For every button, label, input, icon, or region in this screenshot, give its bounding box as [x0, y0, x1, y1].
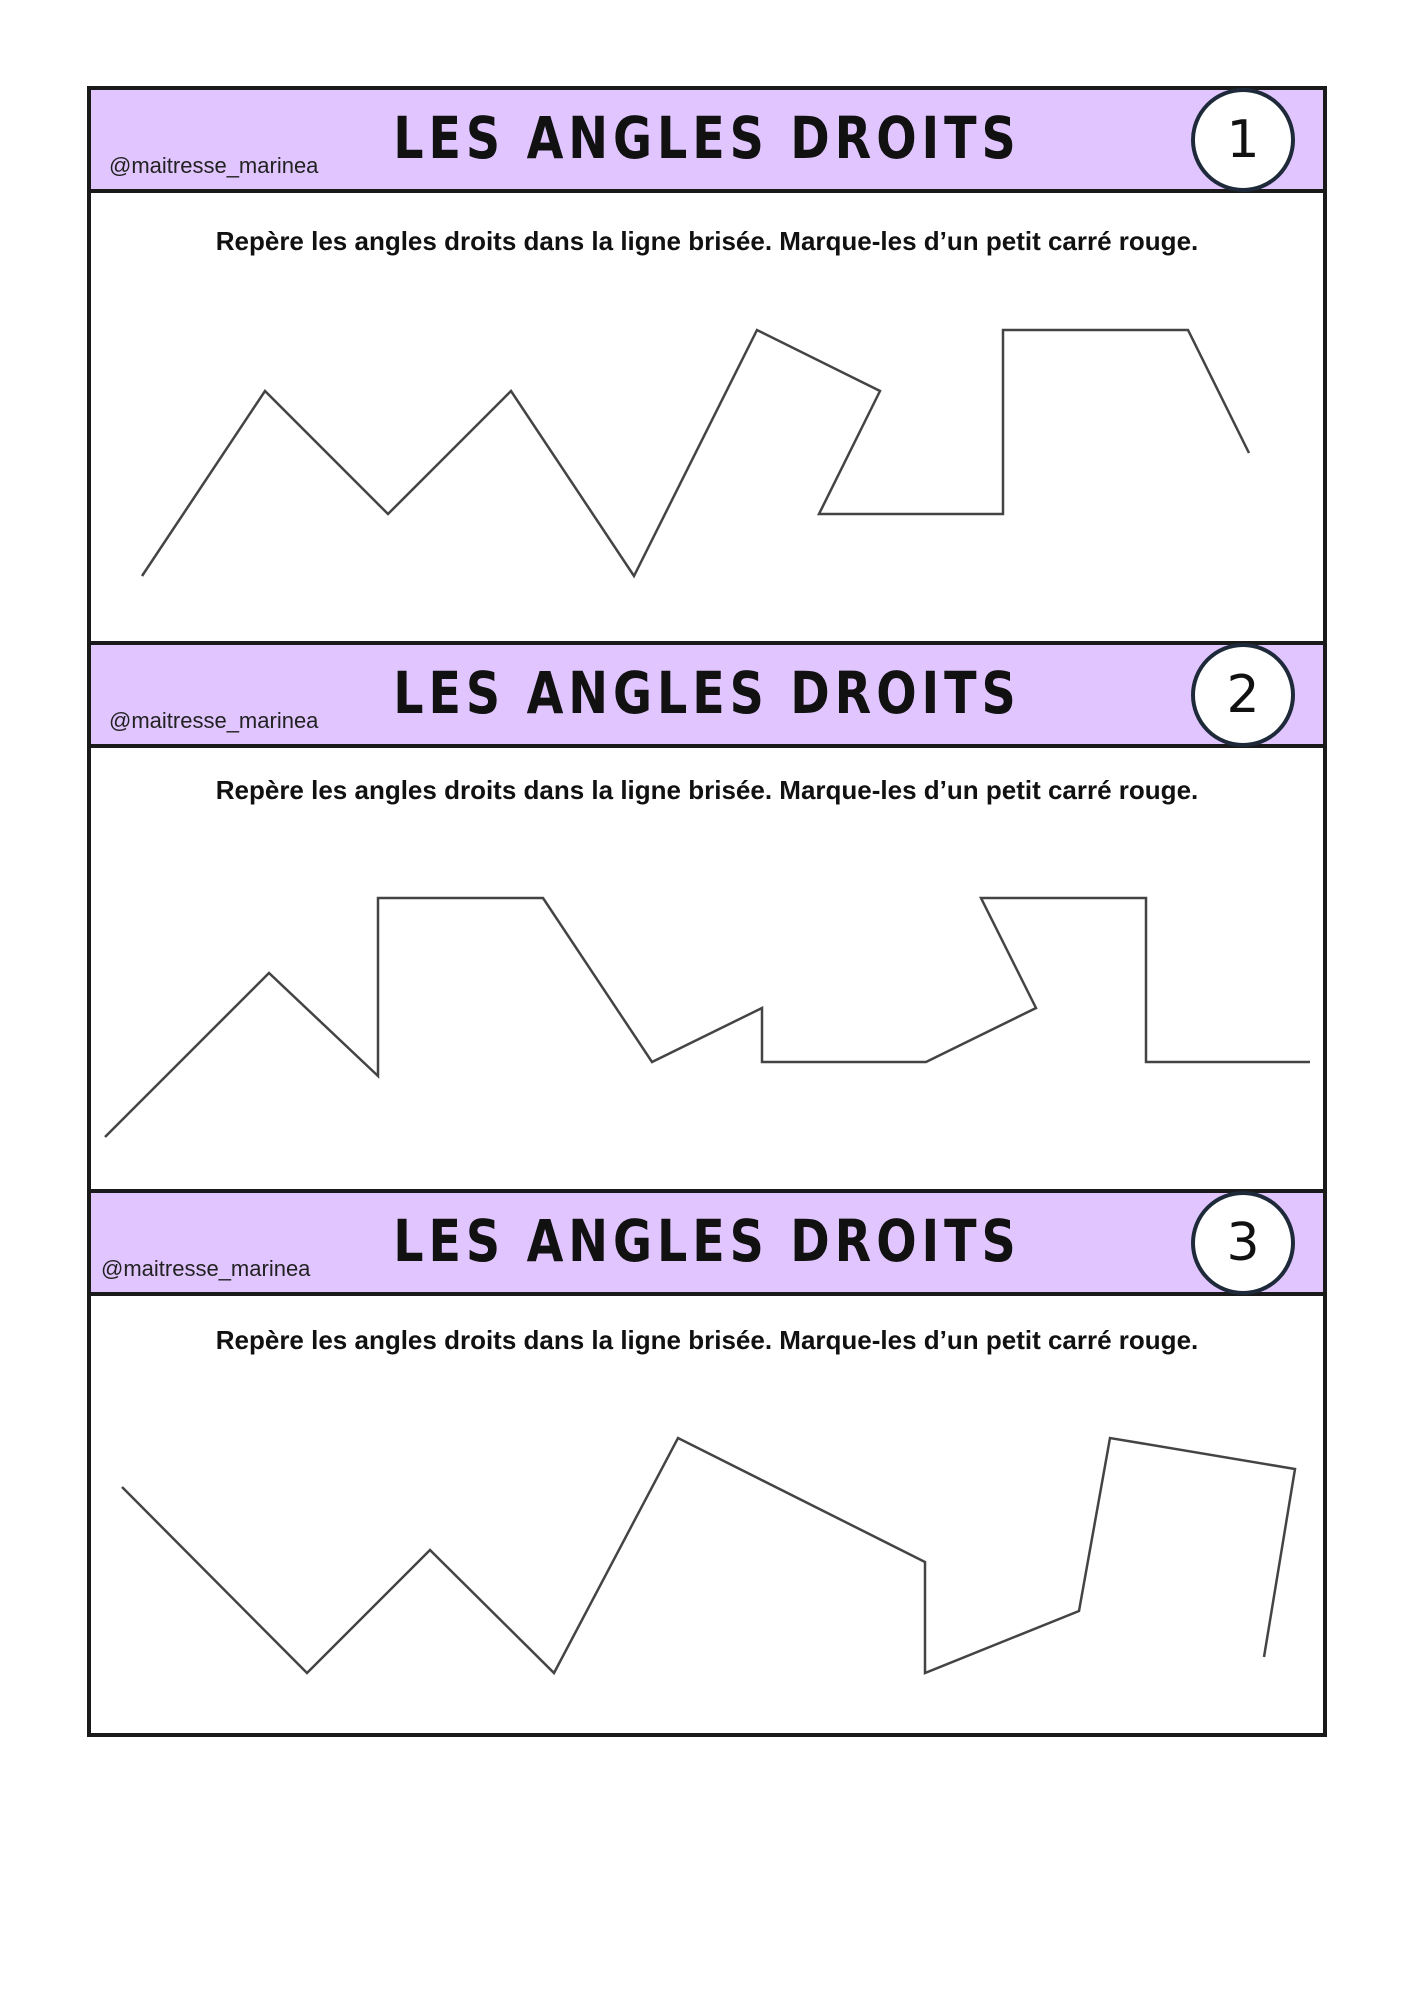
card-number-badge: 3 — [1191, 1191, 1295, 1295]
broken-line-figure — [91, 645, 1323, 1193]
broken-line — [142, 330, 1249, 576]
broken-line — [105, 898, 1310, 1137]
card-number-badge: 2 — [1191, 643, 1295, 747]
author-handle: @maitresse_marinea — [109, 708, 319, 733]
exercise-card-2 — [91, 641, 1323, 1193]
card-title: LES ANGLES DROITS — [393, 104, 1021, 172]
author-handle: @maitresse_marinea — [101, 1256, 311, 1281]
broken-line-figure — [91, 1193, 1323, 1737]
author-handle: @maitresse_marinea — [109, 153, 319, 178]
instruction-text: Repère les angles droits dans la ligne brisée. Marque-les d’un petit carré rouge. — [215, 775, 1199, 805]
broken-line-figure — [91, 90, 1323, 641]
card-number-badge: 1 — [1191, 88, 1295, 192]
card-title: LES ANGLES DROITS — [393, 1207, 1021, 1275]
instruction-text: Repère les angles droits dans la ligne brisée. Marque-les d’un petit carré rouge. — [215, 1325, 1199, 1355]
worksheet — [87, 86, 1327, 1737]
exercise-card-3 — [91, 1189, 1323, 1737]
card-title: LES ANGLES DROITS — [393, 659, 1021, 727]
broken-line — [122, 1438, 1295, 1673]
exercise-card-1 — [91, 90, 1323, 641]
instruction-text: Repère les angles droits dans la ligne brisée. Marque-les d’un petit carré rouge. — [215, 226, 1199, 256]
